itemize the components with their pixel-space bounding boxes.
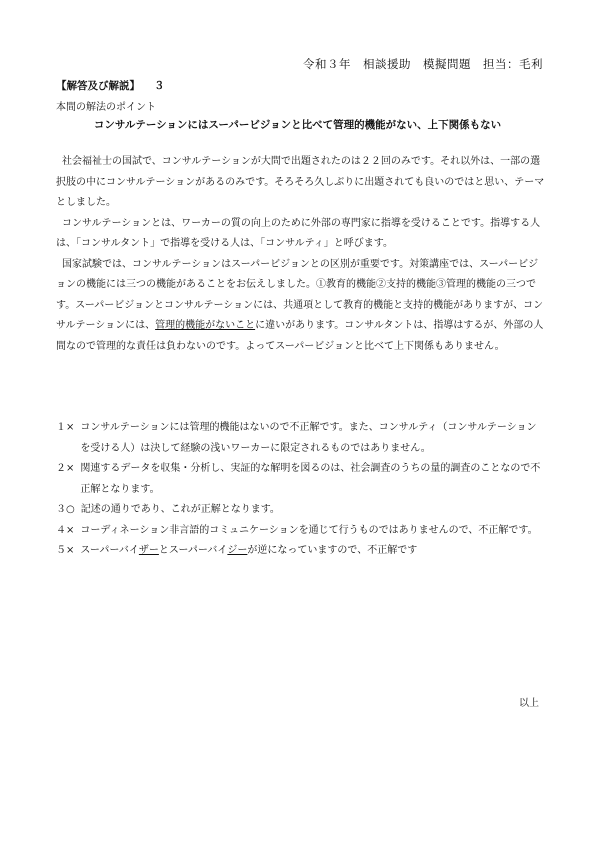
- paragraph-3-text-after: に違いがあります。コンサルタントは、指導はするが、外部の人間なので管理的な責任は負わないのです。よってスーパービジョンと比べて上下関係もありません。: [56, 320, 544, 352]
- explanation-body: [56, 152, 546, 357]
- answer-mark-2: ２×: [56, 463, 75, 474]
- answer-text-3: 記述の通りであり、これが正解となります。: [80, 504, 280, 515]
- answer-5-underline-2: ジー: [227, 545, 248, 556]
- answer-mark-1: １×: [56, 422, 75, 433]
- explanation-paragraph-2: コンサルテーションとは、ワーカーの質の向上のために外部の専門家に指導を受けることです。指導する人は、「コンサルタント」で指導を受ける人は、「コンサルティ」と呼びます。: [56, 217, 541, 249]
- answer-5-part-2: とスーパーバイ: [158, 545, 228, 556]
- document-header: 令和３年 相談援助 模擬問題 担当：毛利: [303, 57, 543, 71]
- answer-item-3: [56, 500, 546, 521]
- answer-5-part-1: スーパーバイ: [80, 545, 139, 556]
- answer-text-5: [80, 541, 546, 562]
- answer-mark-4: ４×: [56, 524, 75, 536]
- answer-number: ３: [154, 80, 165, 92]
- answer-heading-label: 【解答及び解説】: [56, 80, 140, 92]
- paragraph-3-text-before: 国家試験では、コンサルテーションはスーパービジョンとの区別が重要です。対策講座では、スーパービジョンの機能には三つの機能があることをお伝えしました。①教育的機能②支持的機能③管理的機能の三つです。スーパービジョンとコンサルテーションには、共通項として教育的機能と支持的機能がありますが、コンサルテーションには、: [56, 258, 544, 331]
- end-mark: 以上: [519, 698, 539, 709]
- explanation-paragraph-1: 社会福祉士の国試で、コンサルテーションが大問で出題されたのは２２回のみです。それ以外は、一部の選択肢の中にコンサルテーションがあるのみです。そろそろ久しぶりに出題されても良いのではと思い、テーマとしました。: [56, 156, 545, 208]
- answer-list: [56, 418, 546, 562]
- answer-item-5: [56, 541, 546, 562]
- answer-mark-3: ３○: [56, 504, 75, 515]
- answer-item-2: [56, 459, 546, 500]
- answer-heading: [56, 78, 165, 93]
- paragraph-3-underlined-text: 管理的機能がないこと: [155, 320, 256, 331]
- explanation-paragraph-3: [56, 255, 546, 358]
- solution-point-title: コンサルテーションにはスーパービジョンと比べて管理的機能がない、上下関係もない: [93, 119, 502, 131]
- answer-text-2: 関連するデータを収集・分析し、実証的な解明を図るのは、社会調査のうちの量的調査のことなので不正解となります。: [80, 463, 541, 495]
- answer-item-1: [56, 418, 546, 459]
- answer-text-1: コンサルテーションには管理的機能はないので不正解です。また、コンサルティ（コンサルテーションを受ける人）は決して経験の浅いワーカーに限定されるものではありません。: [80, 422, 537, 454]
- answer-5-underline-1: ザー: [138, 545, 159, 556]
- solution-point-label: 本間の解法のポイント: [56, 102, 156, 113]
- answer-5-part-3: が逆になっていますので、不正解です: [247, 545, 418, 556]
- answer-mark-5: ５×: [56, 545, 75, 556]
- answer-item-4: [56, 521, 546, 542]
- answer-text-4: コーディネーション非言語的コミュニケーションを通じて行うものではありませんので、不正解です。: [80, 524, 538, 536]
